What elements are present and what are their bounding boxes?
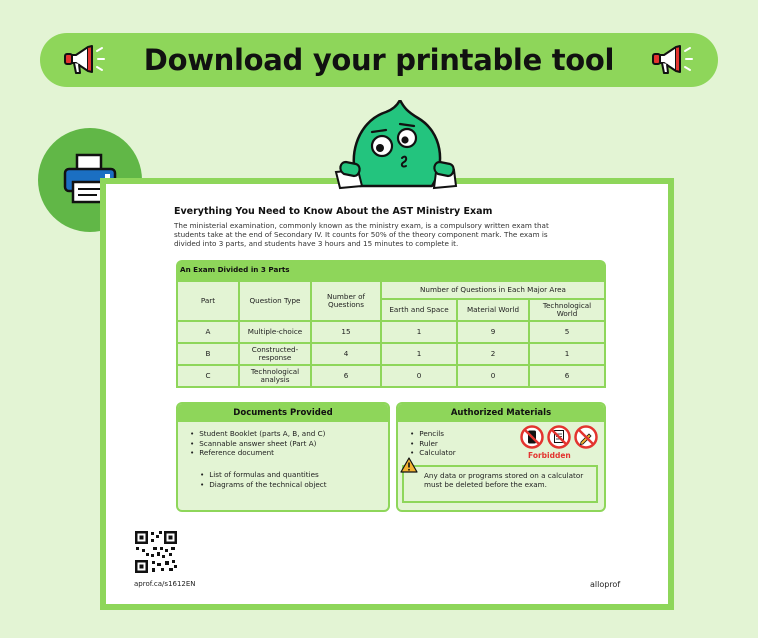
table-row (177, 343, 605, 365)
authorized-materials-title: Authorized Materials (398, 404, 604, 422)
header-part: Part (177, 281, 239, 321)
brand-logo: alloprof (590, 580, 621, 589)
cell-earth: 0 (381, 365, 457, 387)
documents-provided-title: Documents Provided (178, 404, 388, 422)
reference-sublist (200, 470, 327, 489)
qr-code-icon[interactable] (134, 530, 178, 574)
cell-total: 6 (311, 365, 381, 387)
cell-part: C (177, 365, 239, 387)
list-item: • Calculator (410, 448, 456, 458)
cell-part: A (177, 321, 239, 343)
warning-text: Any data or programs stored on a calculator must be deleted before the exam. (424, 471, 584, 489)
banner-title: Download your printable tool (143, 43, 615, 77)
header-earth-space: Earth and Space (381, 299, 457, 321)
footer-url[interactable]: aprof.ca/s1612EN (134, 580, 196, 588)
document-title: Everything You Need to Know About the AST Ministry Exam (174, 206, 493, 217)
notes-icon (547, 425, 571, 449)
printable-document-frame (100, 178, 674, 610)
header-technological-world: Technological World (529, 299, 605, 321)
list-item: • Reference document (190, 448, 325, 458)
cell-type: Constructed-response (239, 343, 311, 365)
list-item: • Pencils (410, 429, 456, 439)
cell-total: 4 (311, 343, 381, 365)
documents-provided-box (176, 402, 390, 512)
cell-earth: 1 (381, 343, 457, 365)
forbidden-icons (520, 425, 598, 449)
mascot-character (328, 100, 463, 192)
download-banner[interactable] (40, 33, 718, 87)
warning-note (402, 465, 598, 503)
table-row (177, 321, 605, 343)
cell-total: 15 (311, 321, 381, 343)
cell-type: Technological analysis (239, 365, 311, 387)
table-caption: An Exam Divided in 3 Parts (176, 260, 606, 280)
cell-type: Multiple-choice (239, 321, 311, 343)
cell-tech: 5 (529, 321, 605, 343)
list-item: • Scannable answer sheet (Part A) (190, 439, 325, 449)
megaphone-icon (650, 41, 696, 79)
list-item: • List of formulas and quantities (200, 470, 327, 480)
list-item: • Student Booklet (parts A, B, and C) (190, 429, 325, 439)
documents-list (190, 429, 325, 458)
phone-icon (520, 425, 544, 449)
megaphone-icon (62, 41, 108, 79)
cell-part: B (177, 343, 239, 365)
exam-table (176, 260, 606, 390)
header-number-of-questions: Number of Questions (311, 281, 381, 321)
header-major-area: Number of Questions in Each Major Area (381, 281, 605, 299)
cell-material: 0 (457, 365, 529, 387)
cell-material: 9 (457, 321, 529, 343)
cell-tech: 1 (529, 343, 605, 365)
header-question-type: Question Type (239, 281, 311, 321)
cell-tech: 6 (529, 365, 605, 387)
table-row (177, 365, 605, 387)
warning-icon (400, 457, 418, 473)
printable-document (106, 184, 668, 604)
materials-list (410, 429, 456, 458)
document-intro: The ministerial examination, commonly known as the ministry exam, is a compulsory written exam that students take at the end of Secondary IV. It counts for 50% of the theory component mark. The exam is divided into 3 parts, and students have 3 hours and 15 minutes to complete it. (174, 221, 549, 249)
authorized-materials-box (396, 402, 606, 512)
cell-material: 2 (457, 343, 529, 365)
list-item: • Diagrams of the technical object (200, 480, 327, 490)
cell-earth: 1 (381, 321, 457, 343)
header-material-world: Material World (457, 299, 529, 321)
pencil-icon (574, 425, 598, 449)
list-item: • Ruler (410, 439, 456, 449)
forbidden-label: Forbidden (528, 451, 571, 460)
